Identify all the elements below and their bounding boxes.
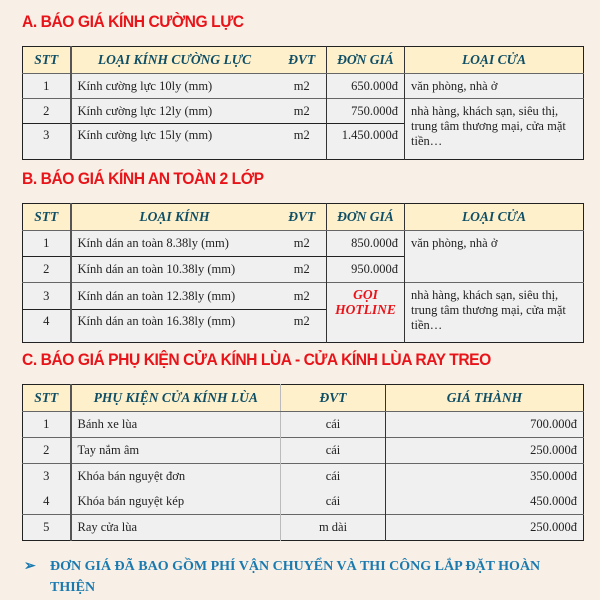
cell-unit: m2 — [278, 310, 327, 343]
cell-price: 1.450.000đ — [327, 124, 405, 160]
cell-item: Kính cường lực 10ly (mm) — [71, 74, 278, 99]
cell-unit: m2 — [278, 257, 327, 283]
cell-unit: m2 — [278, 74, 327, 99]
header-unit: ĐVT — [278, 47, 327, 74]
cell-item: Kính dán an toàn 10.38ly (mm) — [71, 257, 278, 283]
cell-item: Kính dán an toàn 8.38ly (mm) — [71, 231, 278, 257]
header-price: GIÁ THÀNH — [386, 385, 584, 412]
table-row — [23, 438, 584, 464]
header-item: PHỤ KIỆN CỬA KÍNH LÙA — [71, 385, 281, 412]
cell-door-type: nhà hàng, khách sạn, siêu thị, trung tâm thương mại, cửa mặt tiền… — [405, 283, 584, 343]
cell-price: 350.000đ — [386, 464, 584, 490]
cell-unit: cái — [281, 464, 386, 490]
cell-door-type: văn phòng, nhà ở — [405, 231, 584, 283]
note-text: ĐƠN GIÁ ĐÃ BAO GỒM PHÍ VẬN CHUYỂN VÀ THI CÔNG LẮP ĐẶT HOÀN THIỆN — [50, 559, 541, 595]
cell-item: Kính dán an toàn 16.38ly (mm) — [71, 310, 278, 343]
table-row — [23, 515, 584, 541]
cell-stt: 2 — [23, 99, 71, 124]
cell-stt: 2 — [23, 257, 71, 283]
cell-item: Ray cửa lùa — [71, 515, 281, 541]
arrow-bullet-icon: ➢ — [24, 559, 36, 574]
laminated-glass-price-table — [22, 203, 584, 343]
cell-item: Tay nắm âm — [71, 438, 281, 464]
cell-door-type: văn phòng, nhà ở — [405, 74, 584, 99]
cell-item: Khóa bán nguyệt đơn — [71, 464, 281, 490]
section-c-title: C. BÁO GIÁ PHỤ KIỆN CỬA KÍNH LÙA - CỬA KÍNH LÙA RAY TREO — [22, 350, 491, 369]
cell-door-type: nhà hàng, khách sạn, siêu thị, trung tâm thương mại, cửa mặt tiền… — [405, 99, 584, 160]
cell-price: 250.000đ — [386, 515, 584, 541]
header-price: ĐƠN GIÁ — [327, 47, 405, 74]
header-stt: STT — [23, 204, 71, 231]
table-row — [23, 99, 584, 124]
price-note — [22, 556, 582, 598]
cell-price: 950.000đ — [327, 257, 405, 283]
cell-stt: 3 — [23, 283, 71, 310]
cell-unit: cái — [281, 438, 386, 464]
header-stt: STT — [23, 47, 71, 74]
cell-unit: cái — [281, 412, 386, 438]
header-item: LOẠI KÍNH CƯỜNG LỰC — [71, 47, 278, 74]
cell-item: Kính dán an toàn 12.38ly (mm) — [71, 283, 278, 310]
tempered-glass-price-table — [22, 46, 584, 160]
cell-unit: m2 — [278, 124, 327, 160]
cell-unit: m2 — [278, 283, 327, 310]
cell-stt: 1 — [23, 412, 71, 438]
cell-stt: 4 — [23, 490, 71, 515]
table-header-row — [23, 47, 584, 74]
header-price: ĐƠN GIÁ — [327, 204, 405, 231]
cell-unit: cái — [281, 490, 386, 515]
cell-stt: 1 — [23, 74, 71, 99]
table-row — [23, 231, 584, 257]
table-row — [23, 283, 584, 310]
cell-item: Kính cường lực 15ly (mm) — [71, 124, 278, 160]
cell-stt: 5 — [23, 515, 71, 541]
cell-stt: 2 — [23, 438, 71, 464]
cell-item: Bánh xe lùa — [71, 412, 281, 438]
header-stt: STT — [23, 385, 71, 412]
table-header-row — [23, 204, 584, 231]
cell-stt: 3 — [23, 124, 71, 160]
cell-stt: 3 — [23, 464, 71, 490]
header-door: LOẠI CỬA — [405, 47, 584, 74]
cell-price: 750.000đ — [327, 99, 405, 124]
call-hotline-price: GỌI HOTLINE — [327, 283, 405, 343]
cell-item: Khóa bán nguyệt kép — [71, 490, 281, 515]
sliding-door-accessories-table — [22, 384, 584, 541]
section-b-title: B. BÁO GIÁ KÍNH AN TOÀN 2 LỚP — [22, 169, 264, 188]
cell-price: 850.000đ — [327, 231, 405, 257]
cell-unit: m2 — [278, 99, 327, 124]
cell-unit: m2 — [278, 231, 327, 257]
table-row — [23, 412, 584, 438]
cell-unit: m dài — [281, 515, 386, 541]
cell-price: 650.000đ — [327, 74, 405, 99]
section-a-title: A. BÁO GIÁ KÍNH CƯỜNG LỰC — [22, 12, 244, 31]
header-unit: ĐVT — [281, 385, 386, 412]
cell-price: 450.000đ — [386, 490, 584, 515]
table-row — [23, 464, 584, 490]
header-unit: ĐVT — [278, 204, 327, 231]
cell-stt: 4 — [23, 310, 71, 343]
cell-stt: 1 — [23, 231, 71, 257]
table-row — [23, 490, 584, 515]
cell-price: 250.000đ — [386, 438, 584, 464]
header-item: LOẠI KÍNH — [71, 204, 278, 231]
table-row — [23, 74, 584, 99]
header-door: LOẠI CỬA — [405, 204, 584, 231]
cell-item: Kính cường lực 12ly (mm) — [71, 99, 278, 124]
cell-price: 700.000đ — [386, 412, 584, 438]
table-header-row — [23, 385, 584, 412]
